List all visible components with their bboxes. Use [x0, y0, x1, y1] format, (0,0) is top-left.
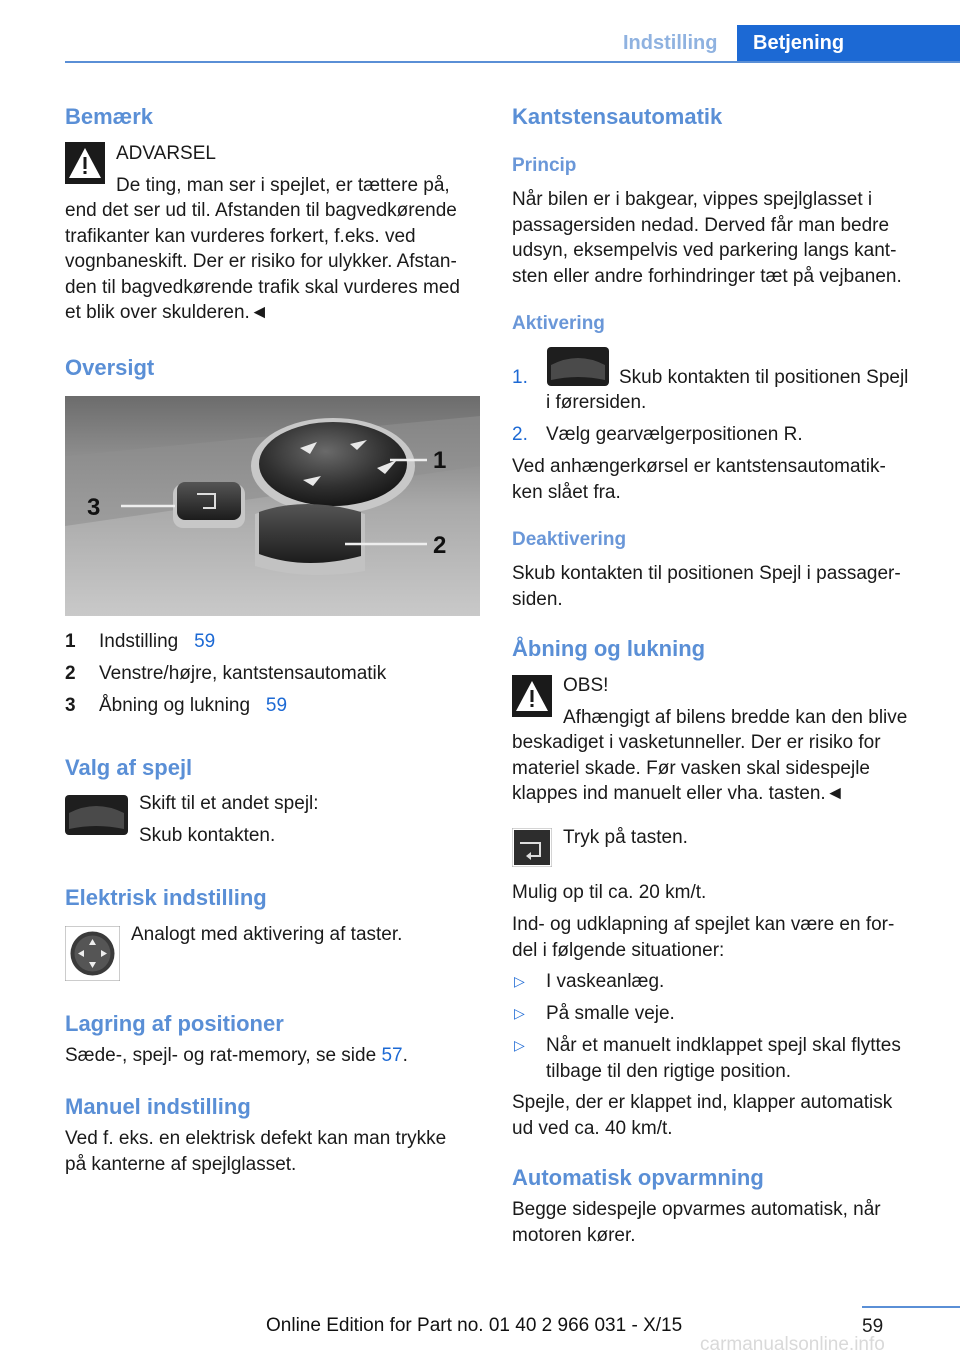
ind-text: Ind- og udklapning af spejlet kan være en for- del i følgende situationer: — [512, 914, 895, 961]
watermark: carmanualsonline.info — [700, 1334, 885, 1355]
kant-heading: Kantstensautomatik — [512, 104, 723, 129]
mirror-control-illustration — [65, 396, 480, 616]
bullet-triangle-icon: ▷ — [514, 1005, 525, 1021]
valg-text-1: Skift til et andet spejl: — [139, 793, 319, 814]
page-link[interactable]: 59 — [265, 695, 288, 716]
legend-text: Venstre/højre, kantstensautomatik — [99, 663, 387, 684]
elektrisk-heading: Elektrisk indstilling — [65, 885, 267, 910]
warning-icon — [512, 675, 552, 717]
elektrisk-text: Analogt med aktivering af taster. — [131, 924, 403, 945]
deaktiv-heading: Deaktivering — [512, 529, 627, 550]
aabning-heading: Åbning og lukning — [512, 636, 706, 661]
mirror-switch-icon — [65, 795, 128, 835]
page-number: 59 — [862, 1316, 884, 1337]
lagring-text: Sæde-, spejl- og rat-memory, se side 57. — [65, 1045, 408, 1066]
header-chapter-tab[interactable]: Betjening — [737, 25, 960, 61]
bullet-triangle-icon: ▷ — [514, 973, 525, 989]
step-text-cont: i førersiden. — [546, 392, 647, 413]
princip-text: Når bilen er i bakgear, vippes spejlglasset i passagersiden nedad. Derved får man bedre udsyn, eksempelvis ved parkering langs kant- sten eller andre forhindringer tæt på vejbanen. — [512, 189, 902, 287]
bullet-text: Når et manuelt indklappet spejl skal flyttes tilbage til den rigtige position. — [546, 1035, 901, 1082]
mirror-switch-icon — [547, 347, 609, 386]
step-text: Vælg gearvælgerpositionen R. — [546, 424, 803, 445]
legend-item: 1 — [65, 631, 76, 652]
footer-edition: Online Edition for Part no. 01 40 2 966 031 - X/15 — [266, 1315, 683, 1336]
manuel-text: Ved f. eks. en elektrisk defekt kan man trykke på kanterne af spejlglasset. — [65, 1128, 447, 1175]
auto-heading: Automatisk opvarmning — [512, 1165, 764, 1190]
step-number: 2. — [512, 424, 528, 445]
page-link[interactable]: 59 — [194, 631, 216, 652]
warning-icon — [65, 142, 105, 184]
anhaenger-text: Ved anhængerkørsel er kantstensautomatik- ken slået fra. — [512, 456, 886, 503]
legend-item: 2 — [65, 663, 76, 684]
callout-3: 3 — [87, 494, 101, 521]
step-text: Skub kontakten til positionen Spejl — [619, 367, 909, 388]
legend-item: 3 — [65, 695, 76, 716]
obs-text-first: Afhængigt af bilens bredde kan den blive — [563, 707, 908, 728]
bullet-text: I vaskeanlæg. — [546, 971, 665, 992]
deaktiv-text: Skub kontakten til positionen Spejl i passager- siden. — [512, 563, 901, 610]
header-rule — [65, 61, 960, 63]
callout-1: 1 — [433, 447, 447, 474]
spejle-text: Spejle, der er klappet ind, klapper automatisk ud ved ca. 40 km/t. — [512, 1092, 893, 1139]
oversigt-heading: Oversigt — [65, 355, 155, 380]
warning-text-first: De ting, man ser i spejlet, er tættere på, — [116, 175, 450, 196]
step-number: 1. — [512, 367, 528, 388]
bullet-triangle-icon: ▷ — [514, 1037, 525, 1053]
legend-text: Åbning og lukning 59 — [99, 695, 288, 716]
auto-text: Begge sidespejle opvarmes automatisk, når motoren kører. — [512, 1199, 881, 1246]
direction-pad-icon — [65, 926, 120, 981]
aktiv-heading: Aktivering — [512, 313, 605, 334]
legend-text: Indstilling 59 — [99, 631, 216, 652]
lagring-heading: Lagring af positioner — [65, 1011, 284, 1036]
mulig-text: Mulig op til ca. 20 km/t. — [512, 882, 707, 903]
warning-label: ADVARSEL — [116, 143, 216, 164]
bemaerk-heading: Bemærk — [65, 104, 154, 129]
obs-label: OBS! — [563, 675, 609, 696]
callout-2: 2 — [433, 532, 447, 559]
tryk-text: Tryk på tasten. — [563, 827, 688, 848]
warning-text-rest: end det ser ud til. Afstanden til bagvedkørende trafikanter kan vurderes forkert, f.eks. ved vognbaneskift. Der er risiko for ulykker. Afstan- den til bagvedkørende trafik skal vurderes med et blik over skulderen.◄ — [65, 200, 460, 323]
valg-heading: Valg af spejl — [65, 755, 193, 780]
manuel-heading: Manuel indstilling — [65, 1094, 251, 1119]
footer-rule — [862, 1306, 960, 1308]
fold-mirror-button-icon — [512, 828, 552, 867]
princip-heading: Princip — [512, 155, 577, 176]
page-link[interactable]: 57 — [381, 1045, 403, 1066]
obs-text-rest: beskadiget i vasketunneller. Der er risiko for materiel skade. Før vasken skal sidespejle klappes ind manuelt eller vha. tasten.◄ — [512, 732, 881, 804]
header-section-tab[interactable]: Indstilling — [623, 32, 718, 54]
valg-text-2: Skub kontakten. — [139, 825, 276, 846]
bullet-text: På smalle veje. — [546, 1003, 675, 1024]
